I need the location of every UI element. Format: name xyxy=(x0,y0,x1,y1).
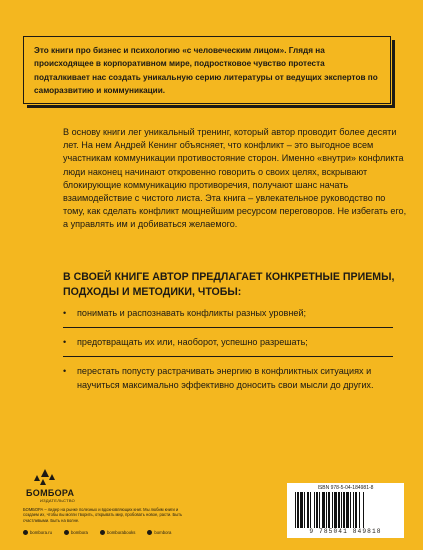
social-links xyxy=(23,530,171,535)
barcode-box xyxy=(287,483,404,538)
bullet-marker: • xyxy=(63,337,67,348)
book-description: В основу книги лег уникальный тренинг, который автор проводит более десяти лет. На нем Андрей Кенинг объясняет, что конфликт – это выгодное всем участникам коммуникации противостояние сторон. Именно «внутри» конфликта люди наконец начинают откровенно говорить о своих целях, вскрывают блокирующие коммуникацию противоречия, получают шанс начать взаимодействие с чистого листа. Эта книга – увлекательное руководство по тому, как сделать конфликт мощнейшим ресурсом переговоров. Не избегать его, а управлять им и добиваться желаемого. xyxy=(63,127,407,230)
vk-icon xyxy=(64,530,69,535)
divider xyxy=(63,327,393,328)
social-link[interactable]: bomborabooks xyxy=(100,530,135,535)
bullet-marker: • xyxy=(63,308,67,318)
isbn-label: ISBN 978-5-04-184981-8 xyxy=(317,485,374,491)
barcode-digits: 9 785041 849818 xyxy=(309,528,382,535)
publisher-name: БОМБОРА xyxy=(26,488,75,498)
list-item xyxy=(63,307,403,320)
list-item xyxy=(63,365,403,391)
offer-heading: В СВОЕЙ КНИГЕ АВТОР ПРЕДЛАГАЕТ КОНКРЕТНЫЕ ПРИЕМЫ, ПОДХОДЫ И МЕТОДИКИ, ЧТОБЫ: xyxy=(63,271,395,298)
globe-icon xyxy=(23,530,28,535)
social-link[interactable]: bombora xyxy=(147,530,171,535)
telegram-icon xyxy=(147,530,152,535)
benefit-list xyxy=(63,307,403,392)
divider xyxy=(63,356,393,357)
list-item xyxy=(63,336,403,349)
social-link[interactable]: bombora.ru xyxy=(23,530,52,535)
bullet-marker: • xyxy=(63,366,67,377)
social-link[interactable]: bombora xyxy=(64,530,88,535)
barcode-icon xyxy=(293,492,398,528)
instagram-icon xyxy=(100,530,105,535)
series-tagline: Это книги про бизнес и психологию «с человеческим лицом». Глядя на происходящее в корпоративном мире, подростковое чувство протеста подталкивает нас создать уникальную серию литературы от ведущих экспертов по саморазвитию и коммуникации. xyxy=(34,46,378,96)
list-item-text: понимать и распознавать конфликты разных уровней; xyxy=(77,308,307,318)
publisher-subtitle: ИЗДАТЕЛЬСТВО xyxy=(40,498,76,503)
list-item-text: перестать попусту растрачивать энергию в конфликтных ситуациях и научиться максимально эффективно доносить свои мысли до других. xyxy=(77,366,374,390)
series-tagline-box xyxy=(23,36,391,104)
publisher-blurb: БОМБОРА – лидер на рынке полезных и вдохновляющих книг. Мы любим книги и создаем их, чтобы вы могли творить, открывать мир, пробовать новое, расти. Быть счастливыми. Быть на волне. xyxy=(23,507,183,523)
list-item-text: предотвращать их или, наоборот, успешно разрешать; xyxy=(77,337,308,348)
